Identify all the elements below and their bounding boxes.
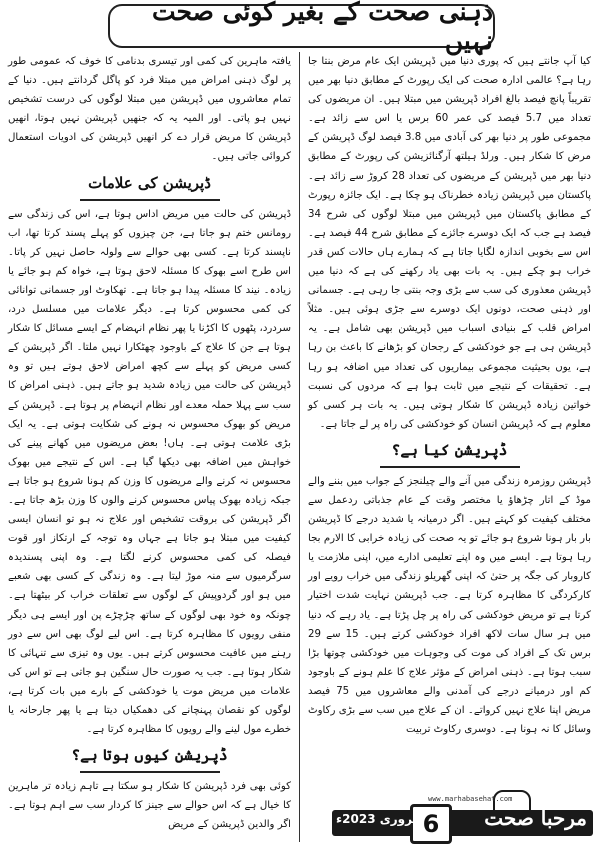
magazine-footer — [332, 790, 593, 842]
right-column — [308, 52, 591, 787]
article-title-banner — [108, 0, 495, 55]
causes-paragraph: کوئی بھی فرد ڈپریشن کا شکار ہو سکتا ہے تاہم زیادہ تر ماہرین کا خیال ہے کہ اس حوالے سے جینز کا کردار سب سے اہم ہوتا ہے۔ اگر والدین ڈپریشن کے مریض — [8, 781, 291, 831]
issue-date: فروری 2023ء — [336, 812, 421, 826]
symptoms-paragraph: ڈپریشن کی حالت میں مریض اداس ہوتا ہے، اس کی زندگی سے رومانس ختم ہو جاتا ہے، جن چیزوں کو پہلے پسند کرتا تھا، اب ناپسند کرتا ہے۔ کسی بھی حوالے سے ولولہ حاصل نہیں کر پاتا۔ اس طرح اسے بھوک کا مسئلہ لاحق ہوتا ہے، خواہ کم ہو جائے یا زیادہ۔ نیند کا مسئلہ پیدا ہو جاتا ہے۔ تھکاوٹ اور جسمانی توانائی کی کمی محسوس کرتا ہے۔ دیگر علامات میں مسلسل درد، سردرد، پٹھوں کا اکڑنا یا پھر نظام انہضام کے ایسے مسائل کا شکار ہوتا ہے جن کا علاج کے باوجود چھٹکارا نہیں ملتا۔ اگر ڈپریشن کے کسی مریض کو پہلے سے کچھ امراض لاحق ہوتے ہیں تو وہ ڈپریشن کی حالت میں زیادہ شدید ہو جاتے ہیں۔ ذہنی امراض کا سب سے پہلا حملہ معدے اور نظام انہضام پر ہوتا ہے۔ ڈپریشن کے مریض کو بھوک محسوس نہ ہونے کی شکایت ہوتی ہے۔ یہ ایک بڑی علامت ہوتی ہے۔ ہاں! بعض مریضوں میں کھانے پینے کی خواہش میں اضافہ بھی دیکھا گیا ہے۔ اس کے نتیجے میں بھوک محسوس نہ کرنے والے مریضوں کا وزن کم ہونا شروع ہو جاتا ہے جبکہ زیادہ بھوک پیاس محسوس کرنے والوں کا وزن بڑھ جاتا ہے۔ اگر ڈپریشن کی بروقت تشخیص اور علاج نہ ہو تو انسان ایسی کیفیت میں مبتلا ہو جاتا ہے جہاں وہ توجہ کے ارتکاز اور قوت فیصلہ کی کمی محسوس کرنے لگتا ہے۔ وہ اپنی پسندیدہ سرگرمیوں سے منہ موڑ لیتا ہے۔ وہ زندگی کے کسی بھی شعبے میں ہو اور گردوپیش کے لوگوں سے تعلقات خراب کر بیٹھتا ہے۔ چونکہ وہ خود بھی لوگوں کے ساتھ چڑچڑے پن اور ایسے ہی دیگر منفی رویوں کا مظاہرہ کرتا ہے۔ اس لیے لوگ بھی اس سے دور رہنے میں عافیت محسوس کرتے ہیں۔ یوں وہ تیزی سے تنہائی کا شکار ہوتا ہے۔ جب یہ صورت حال سنگین ہو جاتی ہے تو اس کی علامات میں مریض موت یا خودکشی کے بارے میں بات کرتا ہے، لوگوں کو نقصان پہنچانے کی دھمکیاں دیتا ہے یا پھر جارحانہ یا خطرے مول لینے والے رویوں کا مظاہرہ کرتا ہے۔ — [8, 208, 291, 736]
heading-divider — [80, 199, 220, 201]
magazine-brand: مرحبا صحت — [484, 806, 587, 830]
article-title: ذہنی صحت کے بغیر کوئی صحت نہیں — [151, 0, 493, 55]
section-heading-causes: ڈپریشن کیوں ہوتا ہے؟ — [71, 746, 228, 765]
section-heading-symptoms: ڈپریشن کی علامات — [88, 173, 211, 192]
left-column — [8, 52, 291, 842]
what-is-depression-paragraph: ڈپریشن روزمرہ زندگی میں آنے والے چیلنجز کے جواب میں بننے والے موڈ کے اتار چڑھاؤ یا مختصر وقت کے عام جذباتی ردعمل سے مختلف کیفیت کو کہتے ہیں۔ اگر درمیانہ یا شدید درجے کا ڈپریشن بار بار ہونا شروع ہو جائے تو یہ صحت کی زیادہ خرابی کا الارم بجا رہا ہوتا ہے۔ ایسے میں وہ اپنے تعلیمی ادارے میں، اپنی ملازمت یا کاروبار کی جگہ پر حتیٰ کہ اپنی گھریلو زندگی میں خراب رویے اور کارکردگی کا مظاہرہ کرتا ہے۔ جب ڈپریشن نہایت شدت اختیار کرتا ہے تو مریض خودکشی کی راہ پر چل پڑتا ہے۔ یاد رہے کہ دنیا میں ہر سال سات لاکھ افراد خودکشی کرتے ہیں۔ 15 سے 29 برس تک کے افراد کی موت کی وجوہات میں خودکشی چوتھا بڑا سبب ہوتا ہے۔ ذہنی امراض کے مؤثر علاج کا علم ہونے کے باوجود کم اور درمیانے درجے کی آمدنی والے معاشروں میں 75 فیصد مریض اپنا علاج نہیں کرواتے۔ ان کے علاج میں سب سے بڑی رکاوٹ وسائل کا نہ ہونا ہے۔ دوسری رکاوٹ تربیت — [308, 475, 591, 736]
continuation-paragraph: یافتہ ماہرین کی کمی اور تیسری بدنامی کا خوف کہ عمومی طور پر لوگ ذہنی امراض میں مبتلا فرد کو پاگل گردانتے ہیں۔ دنیا کے تمام معاشروں میں ڈپریشن میں مبتلا لوگوں کی درست تشخیص نہیں ہو پاتی۔ اور المیہ یہ کہ جنھیں ڈپریشن نہیں ہوتا، انھیں ڈپریشن کا مریض قرار دے کر انھیں ڈپریشن کی ادویات استعمال کروائی جاتی ہیں۔ — [8, 56, 291, 163]
heading-divider — [380, 466, 520, 468]
section-heading-what-is-depression: ڈپریشن کیا ہے؟ — [391, 440, 508, 459]
intro-paragraph: کیا آپ جانتے ہیں کہ پوری دنیا میں ڈپریشن ایک عام مرض بنتا جا رہا ہے؟ عالمی ادارہ صحت کی ایک رپورٹ کے مطابق دنیا بھر میں تقریباً پانچ فیصد بالغ افراد ڈپریشن میں مبتلا ہیں۔ ان مریضوں کی تعداد میں 5.7 فیصد کی عمر 60 برس یا اس سے زائد ہے۔ مجموعی طور پر دنیا بھر کی آبادی میں 3.8 فیصد لوگ ڈپریشن کے مرض کا شکار ہیں۔ ورلڈ ہیلتھ آرگنائزیشن کی رپورٹ کے مطابق دنیا بھر میں ڈپریشن کے مریضوں کی تعداد 28 کروڑ سے زائد ہے۔ پاکستان میں ڈپریشن زیادہ خطرناک ہو چکا ہے۔ ایک جائزہ رپورٹ کے مطابق پاکستان میں ڈپریشن میں مبتلا لوگوں کی شرح 34 فیصد ہے جب کہ ایک دوسرے جائزے کے مطابق شرح 44 فیصد ہے۔ اس سے بخوبی اندازہ لگایا جاتا ہے کہ ہمارے ہاں حالات کس قدر خراب ہو چکے ہیں۔ یہ بات بھی یاد رکھنے کی ہے کہ دنیا میں ڈپریشن معذوری کی سب سے بڑی وجہ بنتی جا رہی ہے۔ جسمانی اور ذہنی صحت، دونوں ایک دوسرے سے جڑی ہوئی ہیں۔ مثلاً امراض قلب کے بنیادی اسباب میں ڈپریشن بھی شامل ہے۔ یہ ڈپریشن ہی ہے جو خودکشی کے رجحان کو بڑھانے کا باعث بن رہا ہے، یوں بحیثیت مجموعی بیماریوں کی تعداد میں اضافہ ہو رہا ہے۔ تحقیقات کے نتیجے میں ثابت ہوا ہے کہ مردوں کی نسبت خواتین زیادہ ڈپریشن کا شکار ہوتی ہیں۔ یہ بات ہر کسی کو معلوم ہے کہ ڈپریشن انسان کو خودکشی کی راہ پر لے جاتا ہے۔ — [308, 56, 591, 430]
column-divider — [299, 52, 300, 842]
page-number: 6 — [410, 804, 452, 844]
website-url: www.marhabasehat.com — [428, 795, 513, 803]
heading-divider — [80, 771, 220, 773]
